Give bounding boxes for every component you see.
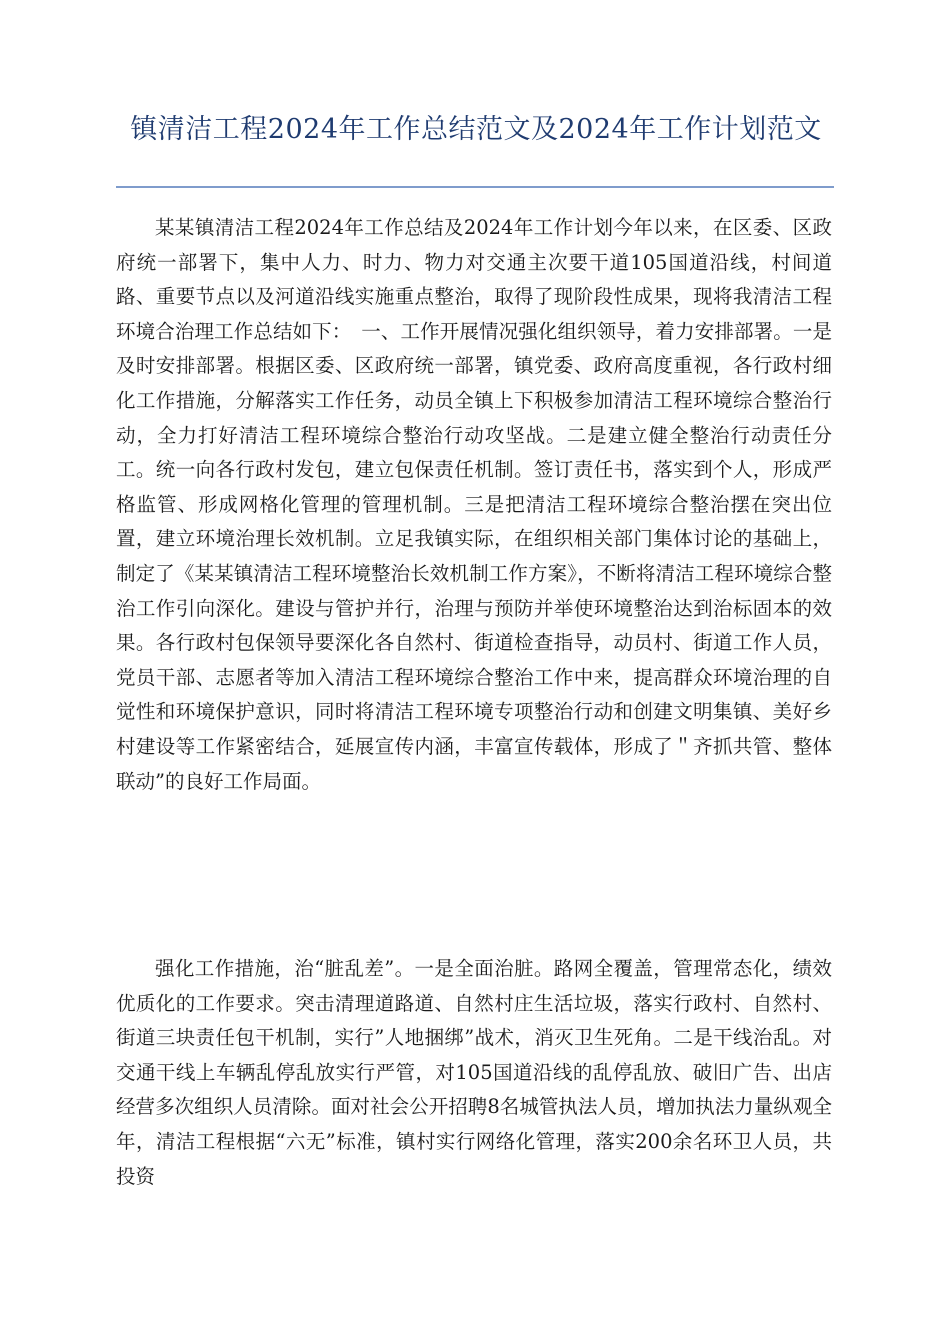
body-paragraph-1: 某某镇清洁工程2024年工作总结及2024年工作计划今年以来，在区委、区政府统一部署下，集中人力、时力、物力对交通主次要干道105国道沿线，村间道路、重要节点以及河道沿线实施重点整治，取得了现阶段性成果，现将我清洁工程环境合治理工作总结如下： 一、工作开展情况强化组织领导，着力安排部署。一是及时安排部署。根据区委、区政府统一部署，镇党委、政府高度重视，各行政村细化工作措施，分解落实工作任务，动员全镇上下积极参加清洁工程环境综合整治行动，全力打好清洁工程环境综合整治行动攻坚战。二是建立健全整治行动责任分工。统一向各行政村发包，建立包保责任机制。签订责任书，落实到个人，形成严格监管、形成网格化管理的管理机制。三是把清洁工程环境综合整治摆在突出位置，建立环境治理长效机制。立足我镇实际，在组织相关部门集体讨论的基础上，制定了《某某镇清洁工程环境整治长效机制工作方案》，不断将清洁工程环境综合整治工作引向深化。建设与管护并行，治理与预防并举使环境整治达到治标固本的效果。各行政村包保领导要深化各自然村、街道检查指导，动员村、街道工作人员，党员干部、志愿者等加入清洁工程环境综合整治工作中来，提高群众环境治理的自觉性和环境保护意识，同时将清洁工程环境专项整治行动和创建文明集镇、美好乡村建设等工作紧密结合，延展宣传内涵，丰富宣传载体，形成了＂齐抓共管、整体联动”的良好工作局面。 xyxy=(116,216,832,793)
body-paragraph-2: 强化工作措施，治“脏乱差”。一是全面治脏。路网全覆盖，管理常态化，绩效优质化的工作要求。突击清理道路道、自然村庄生活垃圾，落实行政村、自然村、街道三块责任包干机制，实行”人地捆绑”战术，消灭卫生死角。二是干线治乱。对交通干线上车辆乱停乱放实行严管，对105国道沿线的乱停乱放、破旧广告、出店经营多次组织人员清除。面对社会公开招聘8名城管执法人员，增加执法力量纵观全年，清洁工程根据“六无”标准，镇村实行网络化管理，落实200余名环卫人员，共投资 xyxy=(116,957,832,1188)
title-underline xyxy=(116,186,834,188)
document-title: 镇清洁工程2024年工作总结范文及2024年工作计划范文 xyxy=(130,114,822,145)
